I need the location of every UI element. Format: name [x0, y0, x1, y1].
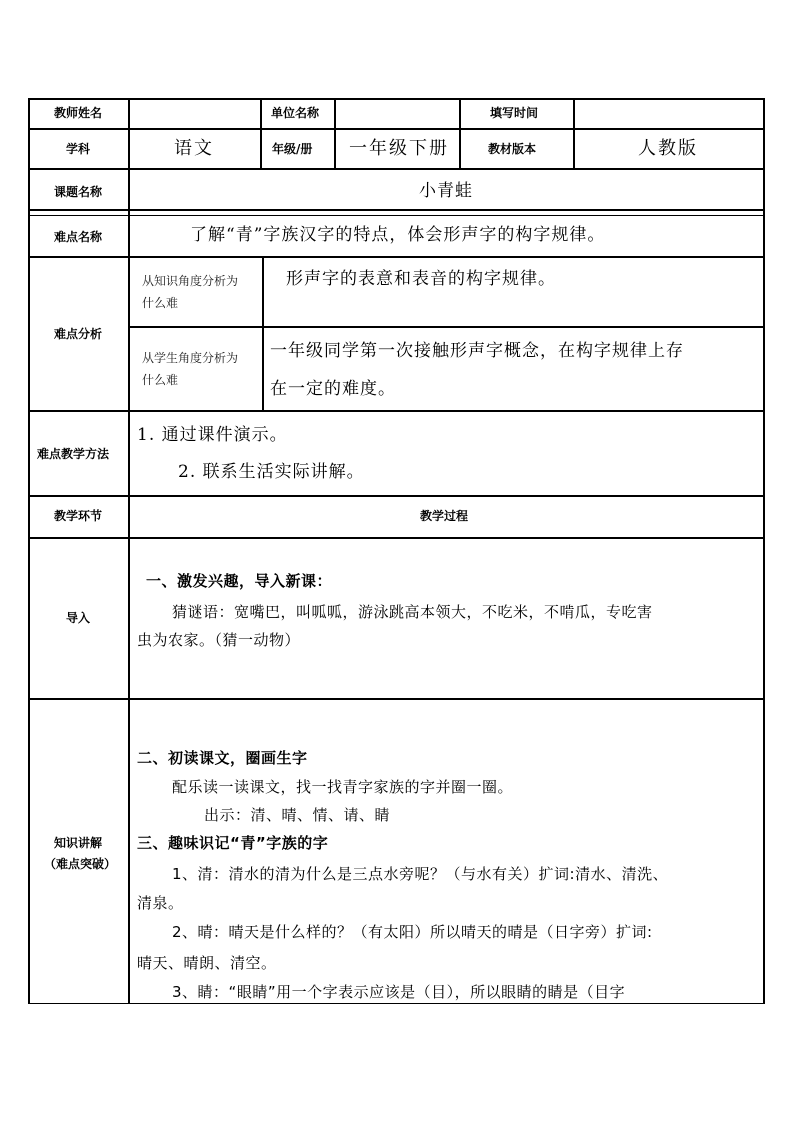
date-label: 填写时间	[490, 106, 539, 120]
process-header: 教学过程	[420, 509, 469, 523]
col-line	[260, 98, 262, 170]
table-border-right	[763, 98, 765, 1004]
knowledge-angle-value: 形声字的表意和表音的构字规律。	[286, 269, 556, 289]
difficulty-value: 了解“青”字族汉字的特点，体会形声字的构字规律。	[190, 225, 606, 245]
col-line	[573, 98, 575, 170]
subject-value: 语文	[174, 138, 214, 159]
knowledge-text: 清泉。	[137, 894, 184, 912]
intro-text: 虫为农家。（猜一动物）	[137, 631, 301, 649]
teacher-name-label: 教师姓名	[54, 106, 103, 120]
row-line	[28, 698, 764, 700]
knowledge-text: 晴天、晴朗、清空。	[137, 954, 277, 972]
row-line	[28, 256, 764, 258]
edition-value: 人教版	[638, 138, 698, 159]
knowledge-text: 出示：清、晴、情、请、睛	[204, 806, 391, 824]
knowledge-text: 配乐读一读课文，找一找青字家族的字并圈一圈。	[172, 778, 514, 796]
table-border-top	[28, 98, 764, 100]
unit-label: 单位名称	[271, 106, 320, 120]
stage-header: 教学环节	[54, 509, 103, 523]
section-heading: 三、趣味识记“青”字族的字	[137, 834, 329, 852]
knowledge-angle-label: 从知识角度分析为	[142, 274, 239, 288]
intro-heading: 一、激发兴趣，导入新课：	[146, 572, 333, 590]
knowledge-label: 知识讲解	[54, 836, 103, 850]
knowledge-label: （难点突破）	[44, 857, 117, 871]
student-angle-label: 什么难	[142, 373, 179, 387]
row-line	[28, 410, 764, 412]
col-line	[459, 98, 461, 170]
intro-text: 猜谜语：宽嘴巴，叫呱呱，游泳跳高本领大，不吃米，不啃瓜，专吃害	[172, 603, 653, 621]
col-line	[128, 98, 130, 1004]
col-line	[262, 258, 264, 412]
row-line	[28, 495, 764, 497]
student-angle-value: 在一定的难度。	[270, 379, 396, 399]
row-line	[28, 215, 764, 216]
row-line	[28, 128, 764, 130]
method-item: 2. 联系生活实际讲解。	[178, 462, 365, 482]
difficulty-label: 难点名称	[54, 230, 103, 244]
method-label: 难点教学方法	[37, 447, 110, 461]
edition-label: 教材版本	[488, 142, 537, 156]
table-border-bottom	[28, 1003, 764, 1004]
section-heading: 二、初读课文，圈画生字	[137, 749, 308, 767]
student-angle-label: 从学生角度分析为	[142, 351, 239, 365]
subject-label: 学科	[66, 142, 91, 156]
row-line	[28, 537, 764, 539]
student-angle-value: 一年级同学第一次接触形声字概念，在构字规律上存	[270, 341, 684, 361]
analysis-label: 难点分析	[54, 327, 103, 341]
knowledge-text: 3、睛：“眼睛”用一个字表示应该是（目），所以眼睛的睛是（目字	[172, 983, 626, 1001]
lesson-title-value: 小青蛙	[419, 181, 473, 201]
row-line	[28, 168, 764, 170]
knowledge-text: 1、清：清水的清为什么是三点水旁呢？（与水有关）扩词:清水、清洗、	[172, 865, 669, 883]
col-line	[334, 98, 336, 170]
knowledge-angle-label: 什么难	[142, 296, 179, 310]
lesson-title-label: 课题名称	[54, 185, 103, 199]
intro-label: 导入	[66, 611, 91, 625]
table-border-left	[28, 98, 30, 1004]
method-item: 1. 通过课件演示。	[137, 425, 288, 445]
grade-value: 一年级下册	[349, 138, 449, 159]
grade-label: 年级/册	[272, 142, 313, 156]
knowledge-text: 2、晴：晴天是什么样的？（有太阳）所以晴天的晴是（日字旁）扩词:	[172, 923, 653, 941]
row-line	[130, 326, 764, 328]
row-line	[28, 209, 764, 211]
